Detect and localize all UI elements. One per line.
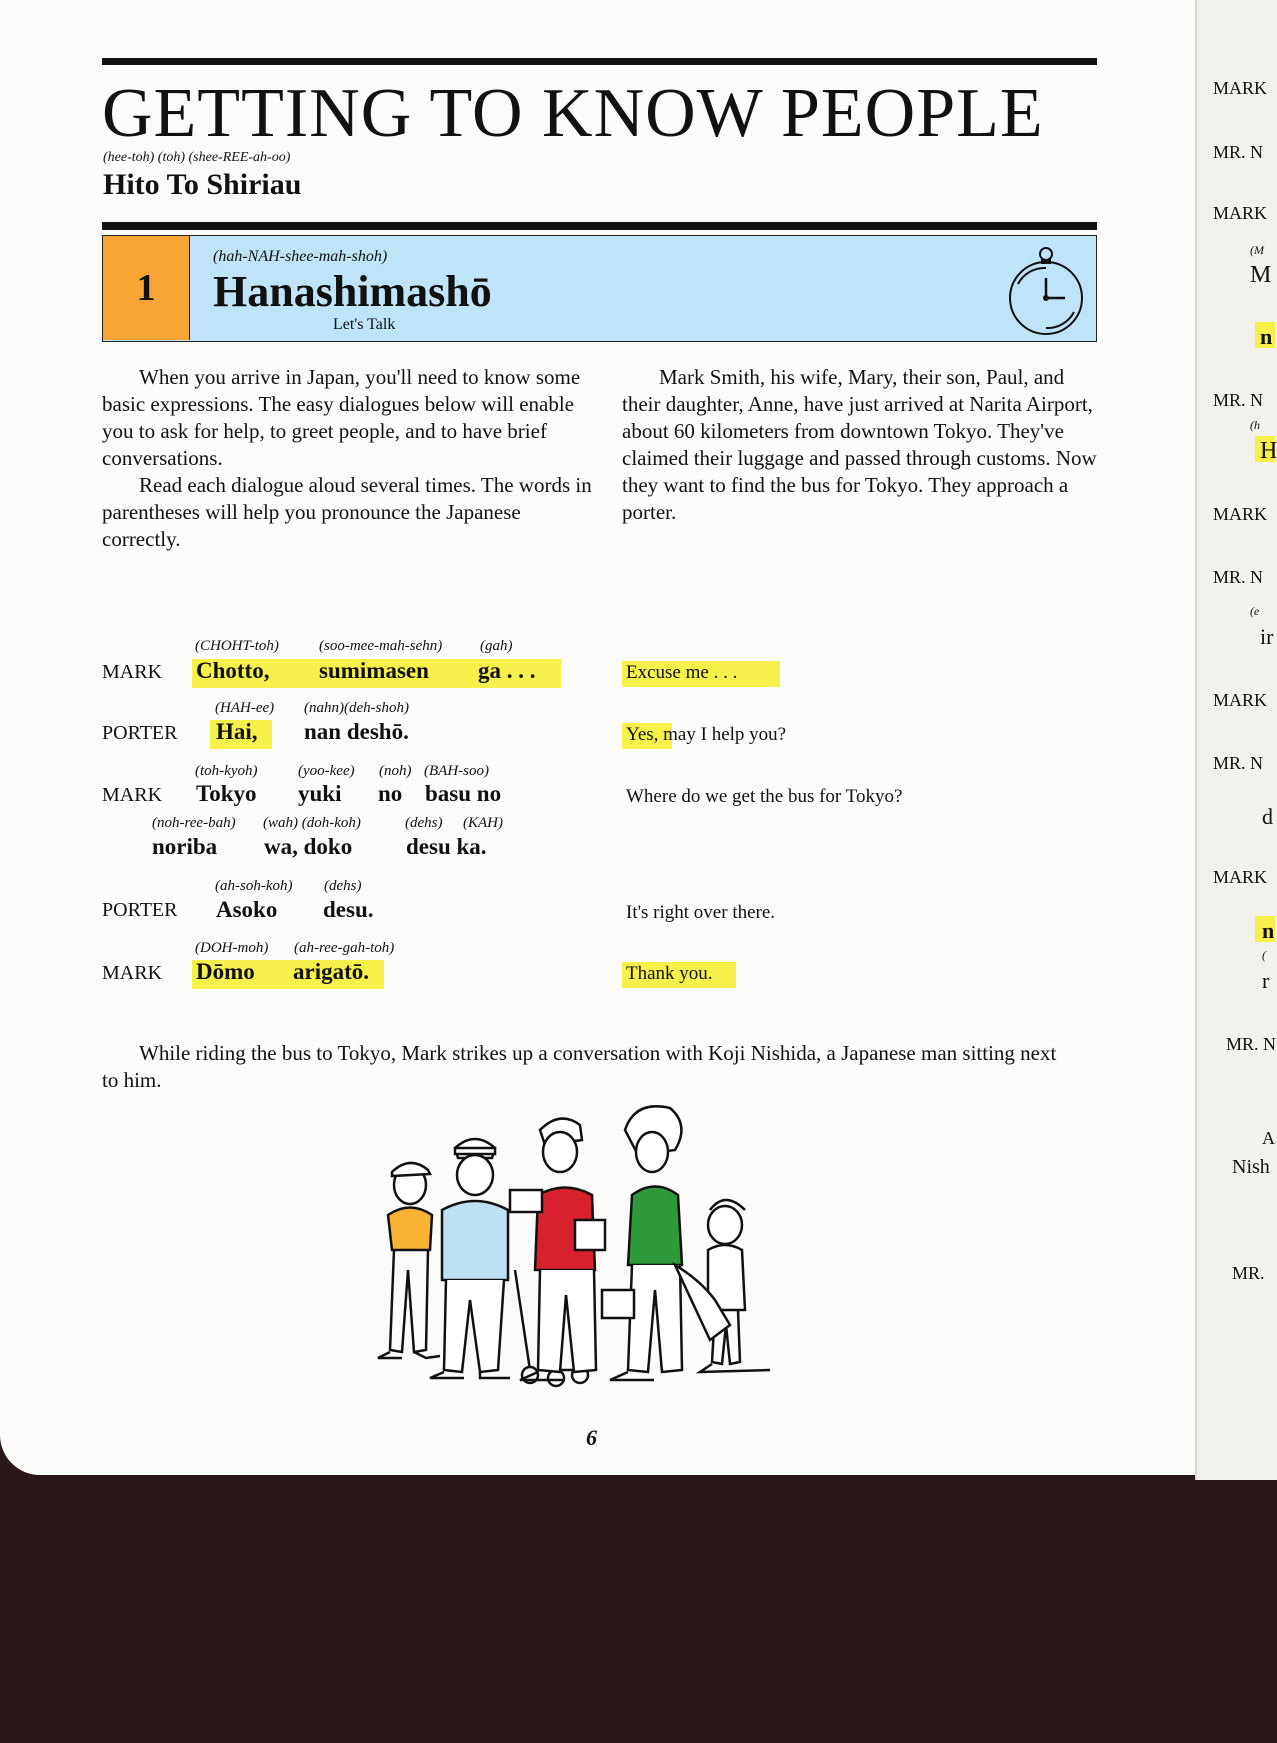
japanese-word: yuki: [298, 781, 342, 806]
facing-page-label: MR. N: [1226, 1034, 1277, 1054]
facing-page-label: ir: [1260, 624, 1274, 649]
facing-page-label: (e: [1250, 604, 1260, 618]
facing-page-label: n: [1260, 324, 1273, 349]
translation: Thank you.: [626, 963, 713, 984]
closing-text: While riding the bus to Tokyo, Mark strikes up a conversation with Koji Nishida, a Japanese man sitting next to him.: [102, 1041, 1057, 1092]
japanese-word: Asoko: [216, 897, 278, 922]
japanese-word: basu no: [425, 781, 502, 806]
translation-part: Yes,: [626, 724, 659, 745]
section-translation: Let's Talk: [333, 316, 396, 333]
speaker-label: PORTER: [102, 899, 178, 921]
pronunciation: (KAH): [463, 815, 503, 831]
family-with-porter-illustration: [370, 1100, 870, 1410]
section-number: 1: [103, 236, 190, 340]
pronunciation: (DOH-moh): [195, 940, 269, 956]
pronunciation: (nahn)(deh-shoh): [304, 700, 409, 716]
header-rule: [102, 222, 1097, 230]
japanese-word: desu.: [323, 897, 374, 922]
pronunciation: (soo-mee-mah-sehn): [319, 638, 443, 654]
subtitle: Hito To Shiriau: [103, 168, 302, 201]
japanese-word: arigatō.: [293, 959, 370, 984]
facing-page-label: n: [1262, 918, 1275, 943]
stopwatch-icon: [1003, 244, 1089, 336]
facing-page-label: (h: [1250, 418, 1260, 432]
facing-page-label: (M: [1250, 243, 1264, 257]
japanese-word: sumimasen: [319, 658, 429, 683]
facing-page-label: H: [1260, 438, 1277, 464]
facing-page-label: r: [1262, 968, 1270, 993]
page-title: GETTING TO KNOW PEOPLE: [102, 75, 1044, 152]
facing-page-label: MR. N: [1213, 142, 1264, 162]
translation: [626, 724, 786, 746]
japanese-word: wa, doko: [264, 834, 353, 859]
japanese-word: Hai,: [216, 719, 258, 744]
facing-page-label: A: [1262, 1128, 1275, 1148]
pronunciation: (wah) (doh-koh): [263, 815, 361, 831]
pronunciation: (ah-soh-koh): [215, 878, 293, 894]
facing-page-label: MARK: [1213, 203, 1268, 223]
facing-page-label: MR. N: [1213, 567, 1264, 587]
translation: Excuse me . . .: [626, 662, 738, 683]
facing-page-label: Nish: [1232, 1156, 1270, 1178]
japanese-word: noriba: [152, 834, 218, 859]
intro-paragraph: Mark Smith, his wife, Mary, their son, Paul, and their daughter, Anne, have just arrived at Narita Airport, about 60 kilometers from downtown Tokyo. They've claimed their luggage and passed through customs. Now they want to find the bus for Tokyo. They approach a porter.: [622, 365, 1097, 524]
translation: It's right over there.: [626, 902, 776, 923]
pronunciation: (HAH-ee): [215, 700, 275, 716]
japanese-word: desu ka.: [406, 834, 487, 859]
facing-page-label: MARK: [1213, 78, 1268, 98]
pronunciation: (dehs): [324, 878, 362, 894]
pronunciation: (gah): [480, 638, 513, 654]
speaker-label: MARK: [102, 661, 163, 683]
translation: Where do we get the bus for Tokyo?: [626, 786, 903, 807]
japanese-word: ga . . .: [478, 658, 536, 683]
facing-page-label: MARK: [1213, 867, 1268, 887]
subtitle-pronunciation: (hee-toh) (toh) (shee-REE-ah-oo): [103, 150, 291, 165]
pronunciation: (dehs): [405, 815, 443, 831]
facing-page-label: MARK: [1213, 690, 1268, 710]
page-number: 6: [586, 1425, 597, 1450]
facing-page-label: d: [1262, 804, 1273, 829]
pronunciation: (BAH-soo): [424, 763, 489, 779]
pronunciation: (ah-ree-gah-toh): [294, 940, 395, 956]
section-banner: [102, 235, 1097, 342]
facing-page-label: MARK: [1213, 504, 1268, 524]
japanese-word: Chotto,: [196, 658, 270, 683]
intro-paragraph: When you arrive in Japan, you'll need to know some basic expressions. The easy dialogues below will enable you to ask for help, to greet people, and to have brief conversations.: [102, 365, 581, 470]
pronunciation: (noh-ree-bah): [152, 815, 236, 831]
japanese-word: Tokyo: [196, 781, 257, 806]
japanese-word: nan deshō.: [304, 719, 409, 744]
facing-page-label: M: [1250, 262, 1272, 288]
closing-paragraph: [102, 1040, 1062, 1094]
pronunciation: (toh-kyoh): [195, 763, 258, 779]
speaker-label: PORTER: [102, 722, 178, 744]
section-name: Hanashimashō: [213, 267, 492, 316]
facing-page-label: (: [1262, 948, 1266, 962]
translation-part: may I help you?: [663, 724, 787, 745]
pronunciation: (noh): [379, 763, 412, 779]
japanese-word: Dōmo: [196, 959, 255, 984]
speaker-label: MARK: [102, 962, 163, 984]
pronunciation: (yoo-kee): [298, 763, 355, 779]
intro-left-column: [102, 364, 592, 553]
japanese-word: no: [378, 781, 403, 806]
facing-page-label: MR.: [1232, 1263, 1265, 1283]
intro-paragraph: Read each dialogue aloud several times. The words in parentheses will help you pronounce the Japanese correctly.: [102, 473, 592, 551]
section-pronunciation: (hah-NAH-shee-mah-shoh): [213, 248, 388, 265]
speaker-label: MARK: [102, 784, 163, 806]
intro-right-column: [622, 364, 1097, 526]
facing-page-label: MR. N: [1213, 390, 1264, 410]
top-rule: [102, 58, 1097, 65]
pronunciation: (CHOHT-toh): [195, 638, 279, 654]
facing-page-label: MR. N: [1213, 753, 1264, 773]
